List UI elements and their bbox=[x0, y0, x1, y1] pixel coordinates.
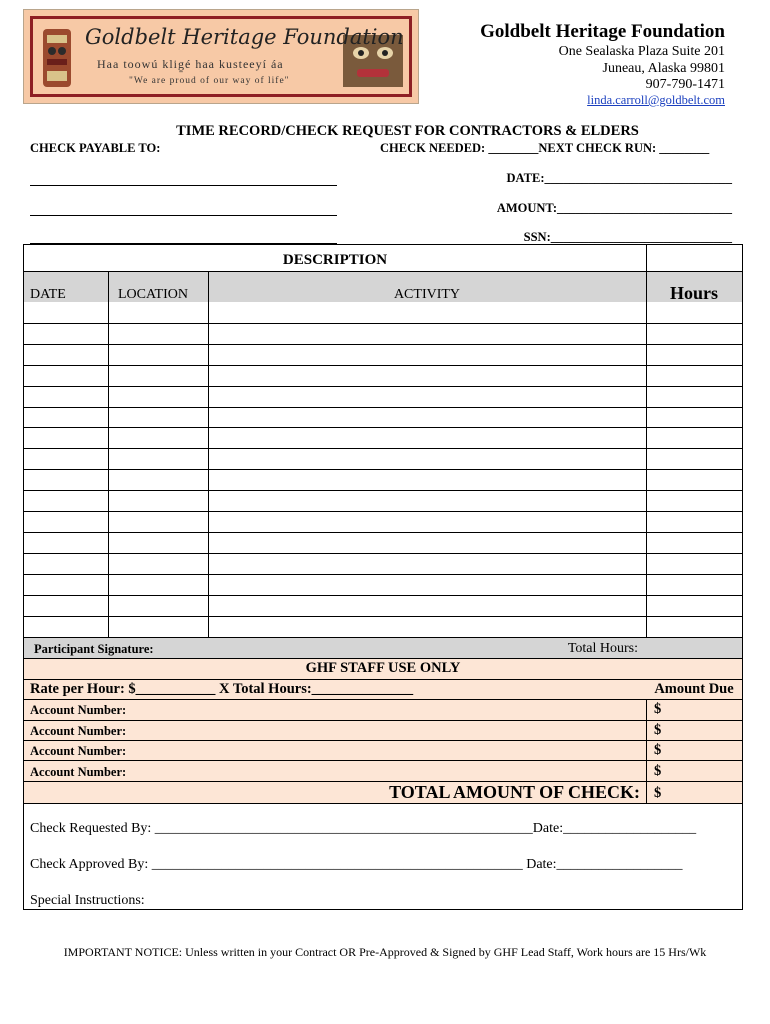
column-date: DATE bbox=[30, 287, 66, 302]
column-activity: ACTIVITY bbox=[393, 287, 461, 302]
total-amount-label: TOTAL AMOUNT OF CHECK: bbox=[389, 782, 640, 802]
description-header: DESCRIPTION bbox=[282, 252, 388, 268]
check-requested-by-field[interactable]: Check Requested By: ______________________________________________________Date:___________________ bbox=[30, 821, 697, 836]
table-row[interactable] bbox=[24, 448, 742, 449]
rate-per-hour-field[interactable]: Rate per Hour: $___________ X Total Hours:______________ bbox=[30, 681, 414, 697]
logo-frame bbox=[30, 16, 412, 97]
participant-signature-label: Participant Signature: bbox=[34, 642, 154, 656]
logo-subtitle: Haa toowú klig̱é haa kusteeyí áa bbox=[97, 57, 284, 71]
org-address-line2: Juneau, Alaska 99801 bbox=[602, 61, 725, 76]
table-row[interactable] bbox=[24, 344, 742, 345]
org-address-line1: One Sealaska Plaza Suite 201 bbox=[558, 44, 725, 59]
ssn-field[interactable]: SSN:_____________________________ bbox=[523, 230, 732, 244]
logo-title: Goldbelt Heritage Foundation bbox=[85, 25, 404, 49]
table-row[interactable] bbox=[24, 427, 742, 428]
logo-motto: "We are proud of our way of life" bbox=[129, 76, 290, 86]
payee-line-2[interactable] bbox=[30, 215, 337, 216]
table-row[interactable] bbox=[24, 532, 742, 533]
table-row[interactable] bbox=[24, 469, 742, 470]
table-row[interactable] bbox=[24, 365, 742, 366]
org-phone: 907-790-1471 bbox=[645, 77, 725, 92]
org-name: Goldbelt Heritage Foundation bbox=[480, 21, 725, 42]
amount-4[interactable]: $ bbox=[654, 763, 662, 779]
column-location: LOCATION bbox=[118, 287, 188, 302]
amount-2[interactable]: $ bbox=[654, 722, 662, 738]
account-number-2[interactable]: Account Number: bbox=[30, 724, 127, 738]
time-record-table bbox=[23, 244, 743, 659]
table-row[interactable] bbox=[24, 511, 742, 512]
table-row[interactable] bbox=[24, 323, 742, 324]
table-row[interactable] bbox=[24, 407, 742, 408]
check-needed-field[interactable]: CHECK NEEDED: ________NEXT CHECK RUN: ________ bbox=[380, 141, 710, 155]
approval-section bbox=[23, 803, 743, 910]
table-row[interactable] bbox=[24, 574, 742, 575]
table-row[interactable] bbox=[24, 616, 742, 617]
check-payable-label: CHECK PAYABLE TO: bbox=[30, 141, 161, 155]
payee-line-1[interactable] bbox=[30, 185, 337, 186]
totem-icon bbox=[39, 27, 75, 89]
org-email-link[interactable]: linda.carroll@goldbelt.com bbox=[587, 93, 725, 107]
date-field[interactable]: DATE:______________________________ bbox=[506, 171, 732, 185]
table-row[interactable] bbox=[24, 553, 742, 554]
column-hours: Hours bbox=[669, 283, 718, 303]
check-approved-by-field[interactable]: Check Approved By: _____________________________________________________ Date:__________________ bbox=[30, 857, 683, 872]
account-number-1[interactable]: Account Number: bbox=[30, 703, 127, 717]
total-amount-value[interactable]: $ bbox=[654, 785, 662, 801]
amount-field[interactable]: AMOUNT:____________________________ bbox=[496, 201, 732, 215]
account-number-4[interactable]: Account Number: bbox=[30, 765, 127, 779]
amount-due-label: Amount Due bbox=[654, 681, 734, 697]
important-notice: IMPORTANT NOTICE: Unless written in your Contract OR Pre-Approved & Signed by GHF Lead Staff, Work hours are 15 Hrs/Wk bbox=[63, 945, 707, 959]
table-row[interactable] bbox=[24, 595, 742, 596]
total-hours-label: Total Hours: bbox=[567, 641, 638, 656]
logo bbox=[23, 9, 419, 104]
form-title: TIME RECORD/CHECK REQUEST FOR CONTRACTORS & ELDERS bbox=[176, 123, 639, 139]
staff-header: GHF STAFF USE ONLY bbox=[305, 660, 461, 676]
amount-1[interactable]: $ bbox=[654, 701, 662, 717]
staff-use-section bbox=[23, 658, 743, 804]
amount-3[interactable]: $ bbox=[654, 742, 662, 758]
account-number-3[interactable]: Account Number: bbox=[30, 744, 127, 758]
special-instructions-label[interactable]: Special Instructions: bbox=[30, 893, 145, 908]
table-row[interactable] bbox=[24, 386, 742, 387]
table-row[interactable] bbox=[24, 490, 742, 491]
